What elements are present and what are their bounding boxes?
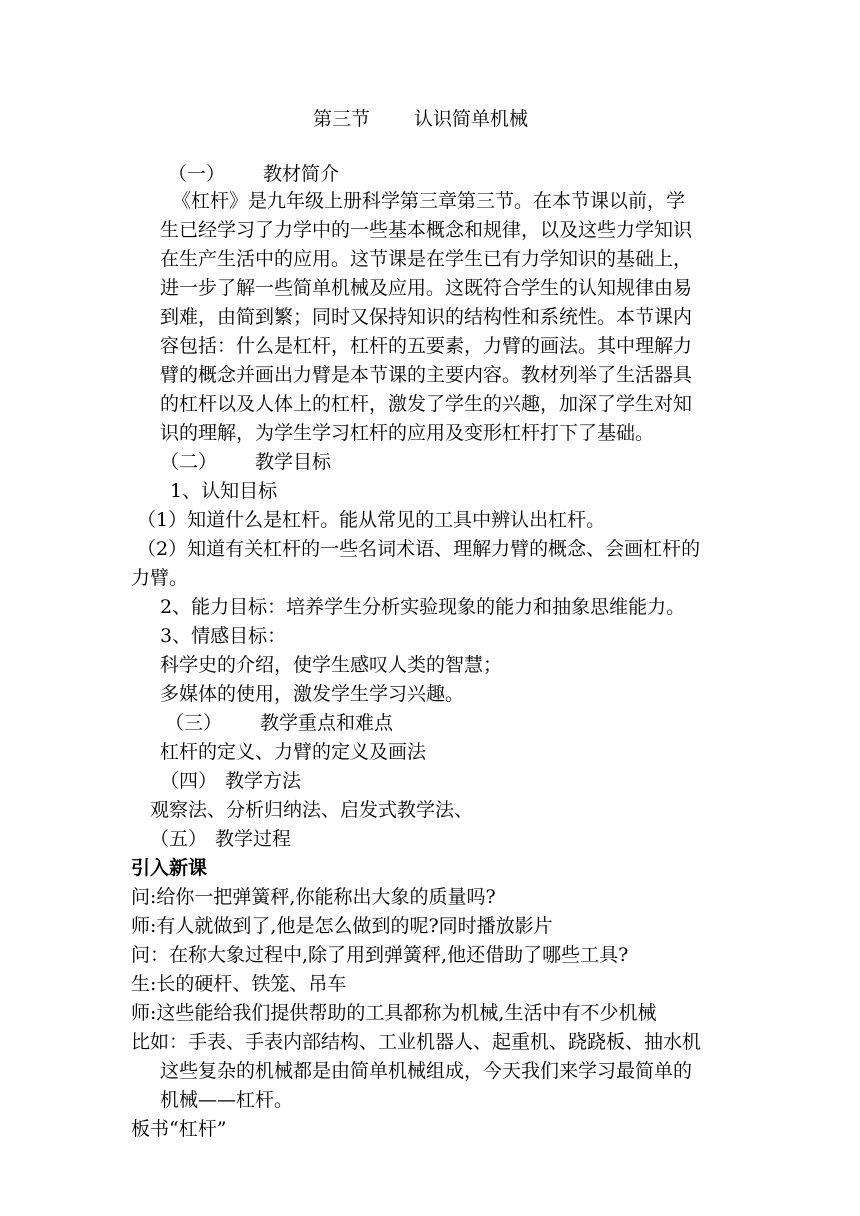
section-3-title: 教学重点和难点 [260, 712, 394, 734]
goal-ability: 2、能力目标：培养学生分析实验现象的能力和抽象思维能力。 [160, 596, 686, 618]
goal-cognitive: 1、认知目标 [170, 480, 278, 502]
paragraph-line: 到难，由简到繁；同时又保持知识的结构性和系统性。本节课内 [160, 306, 693, 328]
section-5-number: （五） [150, 828, 208, 850]
intro-line: 板书“杠杆” [131, 1118, 227, 1140]
section-4-title: 教学方法 [225, 770, 302, 792]
section-2-number: （二） [160, 451, 218, 473]
section-3-text: 杠杆的定义、力臂的定义及画法 [160, 741, 427, 763]
section-3-heading [165, 710, 393, 736]
paragraph-line: 容包括：什么是杠杆，杠杆的五要素，力臂的画法。其中理解力 [160, 335, 693, 357]
intro-line: 比如：手表、手表内部结构、工业机器人、起重机、跷跷板、抽水机 [131, 1031, 702, 1053]
section-2-heading [160, 449, 331, 475]
intro-line: 问:给你一把弹簧秤,你能称出大象的质量吗? [131, 886, 496, 908]
intro-line: 机械——杠杆。 [160, 1089, 294, 1111]
goal-emotion-item-1: 科学史的介绍，使学生感叹人类的智慧； [160, 654, 503, 676]
section-3-number: （三） [165, 712, 223, 734]
section-4-heading [160, 768, 301, 794]
section-5-heading [150, 826, 291, 852]
paragraph-line: 生已经学习了力学中的一些基本概念和规律，以及这些力学知识 [160, 219, 693, 241]
section-1-number: （一） [168, 163, 226, 185]
paragraph-line: 《杠杆》是九年级上册科学第三章第三节。在本节课以前，学 [172, 190, 686, 212]
section-2-title: 教学目标 [255, 451, 332, 473]
paragraph-line: 识的理解，为学生学习杠杆的应用及变形杠杆打下了基础。 [160, 422, 655, 444]
paragraph-line: 在生产生活中的应用。这节课是在学生已有力学知识的基础上， [160, 248, 693, 270]
paragraph-line: 臂的概念并画出力臂是本节课的主要内容。教材列举了生活器具 [160, 364, 693, 386]
paragraph-line: 的杠杆以及人体上的杠杆，激发了学生的兴趣，加深了学生对知 [160, 393, 693, 415]
intro-line: 这些复杂的机械都是由简单机械组成，今天我们来学习最简单的 [160, 1060, 693, 1082]
section-4-number: （四） [160, 770, 218, 792]
intro-heading: 引入新课 [131, 857, 208, 879]
goal-cognitive-item-2-cont: 力臂。 [131, 567, 189, 589]
intro-line: 师:这些能给我们提供帮助的工具都称为机械,生活中有不少机械 [131, 1002, 657, 1024]
paragraph-line: 进一步了解一些简单机械及应用。这既符合学生的认知规律由易 [160, 277, 693, 299]
intro-line: 生:长的硬杆、铁笼、吊车 [131, 973, 347, 995]
page-title [313, 106, 528, 132]
section-5-title: 教学过程 [215, 828, 292, 850]
goal-emotion-item-2: 多媒体的使用，激发学生学习兴趣。 [160, 683, 465, 705]
intro-line: 师:有人就做到了,他是怎么做到的呢?同时播放影片 [131, 915, 553, 937]
goal-emotion: 3、情感目标： [160, 625, 287, 647]
title-name: 认识简单机械 [414, 108, 529, 130]
goal-cognitive-item-1: （1）知道什么是杠杆。能从常见的工具中辨认出杠杆。 [137, 509, 606, 531]
section-1-heading [168, 161, 339, 187]
title-section: 第三节 [313, 108, 371, 130]
goal-cognitive-item-2: （2）知道有关杠杆的一些名词术语、理解力臂的概念、会画杠杆的 [137, 538, 701, 560]
section-4-text: 观察法、分析归纳法、启发式教学法、 [150, 799, 474, 821]
section-1-title: 教材简介 [263, 163, 340, 185]
intro-line: 问：在称大象过程中,除了用到弹簧秤,他还借助了哪些工具? [131, 944, 629, 966]
